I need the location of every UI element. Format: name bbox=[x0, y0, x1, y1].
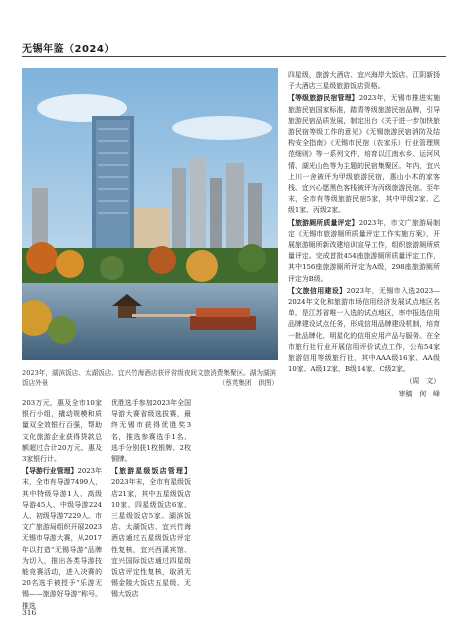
section-heading: 【旅游厕所质量评定】 bbox=[288, 218, 359, 227]
running-header: 无锡年鉴（2024） bbox=[22, 44, 115, 55]
paragraph-text: 2023年，市文广旅游局制定《无锡市旅游厕所质量评定工作实施方案》，开展旅游厕所新改建培训宣导工作，组织旅游厕所质量评定。完成首批454座旅游厕所质量评定工作，其中156座旅游厕所评定为A级，298座旅游厕所评定为B级。 bbox=[288, 218, 440, 283]
paragraph-text: 2023年末，全市有星级饭店21家，其中五星级饭店10家、四星级饭店6家、三星级饭店5家。湖滨饭店、太湖饭店、宜兴竹海酒店通过五星级饭店评定性复核，宜兴西溪宾馆、宜兴国际饭店通过四星级饭店评定性复核，取消无锡金陵大饭店五星级、无锡大饭店 bbox=[111, 478, 191, 599]
paragraph: 优胜选手参加2023年全国导游大赛省级选拔赛，最终无锡市获得优胜奖3名，推选参赛选手1名、选手分别获1枚银牌、2枚铜牌。 bbox=[111, 399, 191, 464]
photo-caption bbox=[22, 368, 278, 388]
author-signature: （周 文） bbox=[405, 377, 440, 386]
paragraph-text: 2023年，无锡市入选2023—2024年文化和旅游市场信用经济发展试点地区名单，是江苏省唯一入选的试点地区，率申报选信用品牌建设试点任务，形成信用品牌建设机制，培育一批品牌化、明星化的信用应用产品与服务。在全市旅行社行业开展信用评价试点工作，公布54家旅游信用等级旅行社，其中AAA级16家、AA级10家、A级12家、B级14家、C级2家。 bbox=[288, 286, 441, 374]
section-paragraph bbox=[288, 286, 440, 376]
hotel-photo bbox=[22, 68, 278, 360]
section-heading: 【旅游星级饭店管理】 bbox=[111, 467, 191, 476]
section-paragraph bbox=[111, 466, 191, 600]
section-paragraph bbox=[288, 93, 440, 216]
section-paragraph bbox=[288, 218, 440, 285]
section-heading: 【导游行业管理】 bbox=[22, 467, 78, 476]
section-heading: 【等级旅游民宿管理】 bbox=[288, 94, 359, 103]
paragraph: 203万元，惠及全市10家银行小组，撬动规模和质量双全效银行百强，帮助文化旅游企业获得贷款总额超过合计20万元、惠及3家银行计。 bbox=[22, 399, 102, 464]
column-middle bbox=[111, 398, 191, 602]
paragraph: 四星级，旅游大酒店、宜兴海岸大饭店、江阴新扬子大酒店三星级旅游饭店资格。 bbox=[288, 71, 440, 91]
section-paragraph bbox=[22, 466, 102, 612]
caption-text: 2023年，湖滨饭店、太湖饭店、宜兴竹海酒店获评省级夜间文旅消费集聚区。湖为湖滨饭店外景 bbox=[22, 369, 277, 387]
paragraph-text: 2023年末，全市有导游7499人，其中特级导游1人、高级导游45人、中级导游224人、初级导游7229人。市文广旅游局组织开展2023无锡市导游大赛，从2017年以打造“无锡导游”品牌为切入，推出各类导游技能竞赛活动，进入决赛的20名选手被授予“乐游无锡——旅游好导游”称号。推选 bbox=[22, 467, 102, 610]
column-left bbox=[22, 398, 102, 613]
editor-signature: 审稿 何 峰 bbox=[398, 389, 440, 398]
paragraph-text: 2023年，无锡市推进实施旅游民宿国家标准，踏青等级旅游民宿品牌，引导旅游民宿品质发展，制定出台《关于进一步加快旅游民宿等级工作的意见》《无锡旅游民宿消防及结构安全指南》《无锡市民宿（农家乐）行业管理规范细则》等一系列文件，培育以江南水乡、运河风情、湖光山色等为主题的民宿集聚区。年内，宜兴上川一舍被评为甲级旅游民宿，惠山小木的家客栈、宜兴心愿黑色客栈被评为丙级旅游民宿。至年末，全市有等级旅游民宿5家，其中甲级2家、乙级1家、丙级2家。 bbox=[288, 94, 440, 215]
header-rule bbox=[22, 56, 446, 57]
section-heading: 【文旅信用建设】 bbox=[288, 286, 347, 295]
hotel-photo-illustration bbox=[22, 68, 278, 360]
caption-credit: （蔡英集团 供图） bbox=[218, 379, 278, 387]
page-number: 316 bbox=[22, 608, 37, 617]
column-right bbox=[288, 70, 440, 401]
